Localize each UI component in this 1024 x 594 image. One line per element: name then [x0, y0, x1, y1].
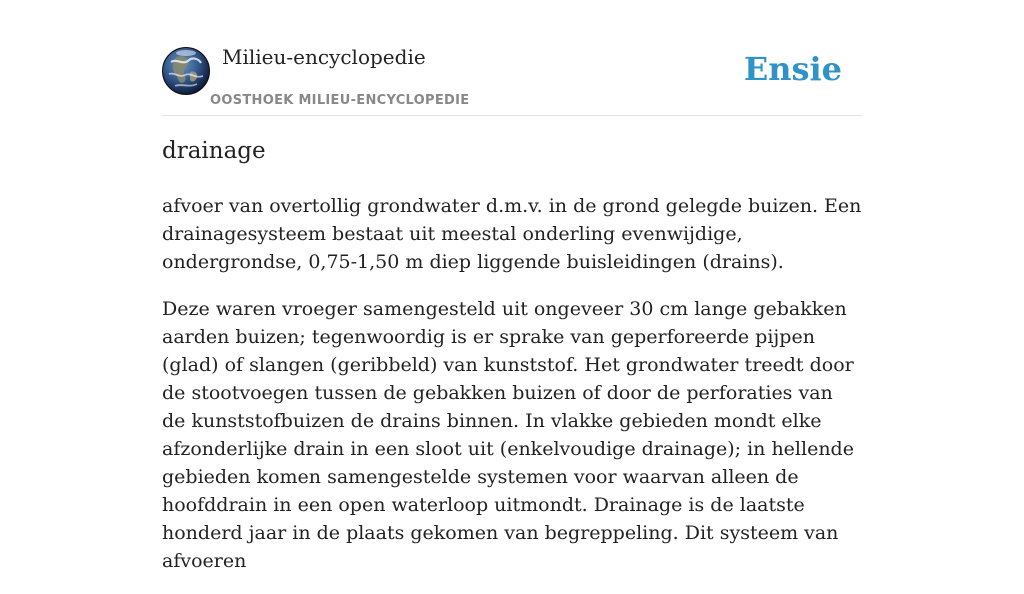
site-header — [162, 0, 862, 116]
article-body — [162, 192, 862, 594]
page — [162, 0, 862, 572]
ensie-brand-logo[interactable]: Ensie — [743, 50, 842, 88]
earth-globe-icon[interactable] — [162, 47, 210, 95]
site-name-link[interactable]: Milieu-encyclopedie — [222, 45, 426, 69]
article-paragraph: Deze waren vroeger samengesteld uit ongeveer 30 cm lange gebakken aarden buizen; tegenwoordig is er sprake van geperforeerde pijpen (glad) of slangen (geribbeld) van kunststof. Het grondwater treedt door de stootvoegen tussen de gebakken buizen of door de perforaties van de kunststofbuizen de drains binnen. In vlakke gebieden mondt elke afzonderlijke drain in een sloot uit (enkelvoudige drainage); in hellende gebieden komen samengestelde systemen voor waarvan alleen de hoofddrain in een open waterloop uitmondt. Drainage is de laatste honderd jaar in de plaats gekomen van begreppeling. Dit systeem van afvoeren — [162, 298, 854, 572]
page-title: drainage — [162, 138, 266, 164]
article-paragraph: afvoer van overtollig grondwater d.m.v. in de grond gelegde buizen. Een drainagesysteem bestaat uit meestal onderling evenwijdige, ondergrondse, 0,75-1,50 m diep liggende buisleidingen (drains). — [162, 195, 862, 273]
site-subtitle: OOSTHOEK MILIEU-ENCYCLOPEDIE — [210, 93, 470, 108]
